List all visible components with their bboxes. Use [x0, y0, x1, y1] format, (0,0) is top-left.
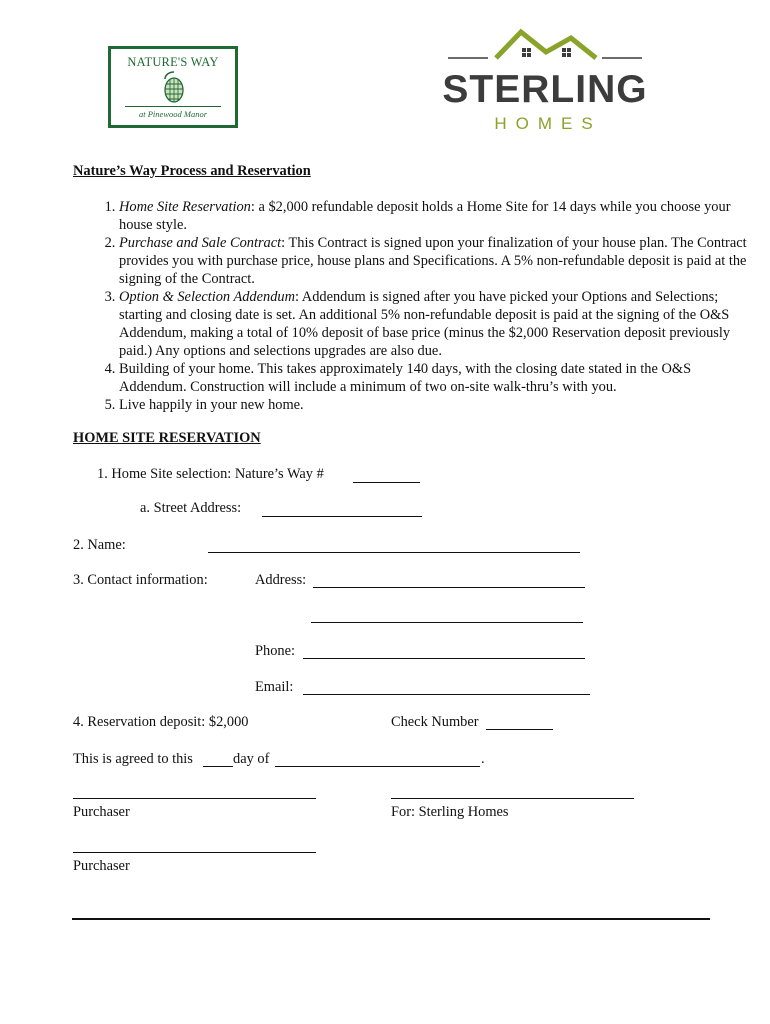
process-item-text: : Addendum is signed after you have picked your Options and Selections; starting and closing date is set. An additional 5% non-refundable deposit is paid at the signing of the O&S Addendum, making a total of 10% deposit of base price (minus the $2,000 Reservation deposit previously paid.) Any options and selections upgrades are also due. [119, 289, 731, 359]
address-field[interactable] [313, 587, 585, 588]
natures-way-logo-title: NATURE'S WAY [127, 55, 219, 69]
process-item [119, 360, 759, 396]
process-list [73, 198, 759, 414]
natures-way-logo [108, 46, 238, 128]
sterling-logo-name: STERLING [442, 68, 648, 111]
agreed-prefix: This is agreed to this [73, 751, 193, 767]
process-item [119, 198, 759, 234]
phone-label: Phone: [255, 643, 295, 659]
phone-field[interactable] [303, 658, 585, 659]
email-label: Email: [255, 679, 294, 695]
site-selection-label: 1. Home Site selection: Nature’s Way # [97, 466, 324, 482]
pinecone-icon [159, 70, 189, 104]
sterling-signature-line[interactable] [391, 798, 634, 799]
deposit-label: 4. Reservation deposit: $2,000 [73, 714, 249, 730]
street-address-field[interactable] [262, 516, 422, 517]
process-item-text: Building of your home. This takes approximately 140 days, with the closing date stated in the O&S Addendum. Construction will include a minimum of two on-site walk-thru’s with you. [119, 361, 692, 395]
purchaser-label-2: Purchaser [73, 858, 130, 874]
agreed-day-field[interactable] [203, 766, 233, 767]
process-item-text: : This Contract is signed upon your finalization of your house plan. The Contract provides you with purchase price, house plans and Specifications. A 5% non-refundable deposit is paid at the signing of the Contract. [119, 235, 747, 287]
name-field[interactable] [208, 552, 580, 553]
house-roof-icon [430, 28, 660, 68]
footer-divider [72, 918, 710, 920]
process-item [119, 288, 759, 360]
agreed-end: . [481, 751, 485, 767]
agreed-month-field[interactable] [275, 766, 480, 767]
address-label: Address: [255, 572, 307, 588]
street-address-label: a. Street Address: [140, 500, 242, 516]
process-item-label: Home Site Reservation [119, 199, 251, 215]
natures-way-logo-rule [125, 106, 221, 107]
agreed-day-label: day of [233, 751, 270, 767]
natures-way-logo-subtitle: at Pinewood Manor [139, 109, 207, 119]
name-label: 2. Name: [73, 537, 126, 553]
purchaser-signature-line-2[interactable] [73, 852, 316, 853]
process-item [119, 234, 759, 288]
site-number-field[interactable] [353, 482, 420, 483]
email-field[interactable] [303, 694, 590, 695]
process-item-label: Option & Selection Addendum [119, 289, 295, 305]
process-item-text: Live happily in your new home. [119, 397, 304, 413]
process-item-label: Purchase and Sale Contract [119, 235, 282, 251]
sterling-logo-subtitle: HOMES [494, 114, 602, 133]
process-item-text: : a $2,000 refundable deposit holds a Home Site for 14 days while you choose your house style. [119, 199, 731, 233]
process-item [119, 396, 759, 414]
check-number-label: Check Number [391, 714, 479, 730]
for-sterling-label: For: Sterling Homes [391, 804, 509, 820]
purchaser-signature-line-1[interactable] [73, 798, 316, 799]
reservation-heading: HOME SITE RESERVATION [73, 430, 261, 446]
purchaser-label-1: Purchaser [73, 804, 130, 820]
check-number-field[interactable] [486, 729, 553, 730]
contact-label: 3. Contact information: [73, 572, 208, 588]
sterling-homes-logo [430, 28, 660, 138]
address-field-line-2[interactable] [311, 622, 583, 623]
process-heading: Nature’s Way Process and Reservation [73, 163, 311, 179]
